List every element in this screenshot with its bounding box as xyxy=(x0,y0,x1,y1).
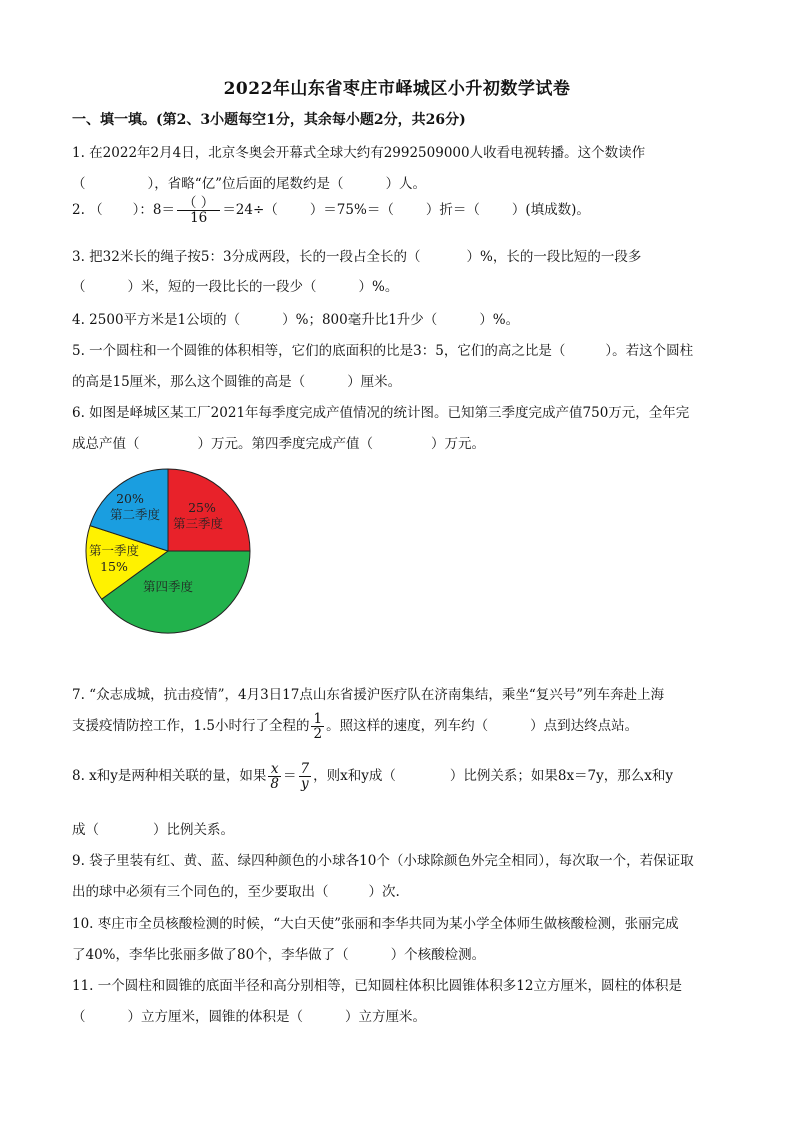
q1-text-end: ）人。 xyxy=(385,176,427,192)
q11-text-b: ）立方厘米。 xyxy=(345,1009,426,1025)
q6-line-1: 6. 如图是峄城区某工厂2021年每季度完成产值情况的统计图。已知第三季度完成产值750万元，全年完 xyxy=(72,405,690,421)
q7-text-a: 支援疫情防控工作，1.5小时行了全程的 xyxy=(72,718,310,735)
q8-text-a: 8. x和y是两种相关联的量，如果 xyxy=(72,768,267,785)
q6-text-b: ）万元。第四季度完成产值（ xyxy=(197,436,373,452)
q3-text-b: ）%，长的一段比短的一段多 xyxy=(466,249,642,265)
q6-text-c: ）万元。 xyxy=(431,436,485,452)
q2-line xyxy=(72,196,590,225)
q9-line-1: 9. 袋子里装有红、黄、蓝、绿四种颜色的小球各10个（小球除颜色外完全相同），每次取一个，若保证取 xyxy=(72,853,694,869)
pie-label-3-1: 第一季度 xyxy=(88,543,140,558)
q8-fraction-1-numerator: x xyxy=(268,762,281,777)
q11-line-1: 11. 一个圆柱和圆锥的底面半径和高分别相等，已知圆柱体积比圆锥体积多12立方厘米，圆柱的体积是 xyxy=(72,978,682,994)
q2-text-c: ＝24÷（ xyxy=(222,202,278,219)
q11-text-a: ）立方厘米，圆锥的体积是（ xyxy=(127,1009,303,1025)
q10-text-b: ）个核酸检测。 xyxy=(390,947,486,963)
q11-paren-open: （ xyxy=(72,1009,86,1025)
q7-text-b: 。照这样的速度，列车约（ xyxy=(326,718,489,735)
q7-line-2 xyxy=(72,712,638,741)
pie-label-3-2: 15% xyxy=(100,559,128,574)
pie-label-4-1: 20% xyxy=(116,491,144,506)
q2-fraction-denominator: 16 xyxy=(190,210,208,227)
pie-label-1-2: 第三季度 xyxy=(172,516,224,531)
q2-text-a: 2. （ xyxy=(72,202,103,219)
q10-text-a: 了40%，李华比张丽多做了80个，李华做了（ xyxy=(72,947,349,963)
q2-fraction xyxy=(177,196,220,225)
q8-text-d: 成（ xyxy=(72,822,99,838)
q3-text-a: 3. 把32米长的绳子按5：3分成两段，长的一段占全长的（ xyxy=(72,249,421,265)
q9-text-b: ）次. xyxy=(368,884,400,900)
q8-text-c: ）比例关系；如果8x＝7y，那么x和y xyxy=(449,768,674,785)
q3-line-1 xyxy=(72,245,641,265)
q2-text-f: ）(填成数)。 xyxy=(511,202,590,219)
q2-text-d: ）＝75%＝（ xyxy=(309,202,394,219)
q4-text-a: 4. 2500平方米是1公顷的（ xyxy=(72,312,241,328)
q5-line-2 xyxy=(72,370,401,390)
q8-fraction-2-denominator: y xyxy=(300,776,309,793)
quarterly-output-pie-chart xyxy=(80,463,256,639)
pie-label-1-1: 25% xyxy=(188,500,216,515)
q10-line-2 xyxy=(72,943,485,963)
q9-text-a: 出的球中必须有三个同色的，至少要取出（ xyxy=(72,884,329,900)
q5-text-d: ）厘米。 xyxy=(347,374,402,390)
q1-line-1: 1. 在2022年2月4日，北京冬奥会开幕式全球大约有2992509000人收看电视转播。这个数读作 xyxy=(72,145,646,161)
q8-text-b: ，则x和y成（ xyxy=(313,768,396,785)
page-title: 2022年山东省枣庄市峄城区小升初数学试卷 xyxy=(223,79,571,99)
q7-text-c: ）点到达终点站。 xyxy=(530,718,639,735)
q1-paren-open: （ xyxy=(72,176,86,192)
q5-text-c: 的高是15厘米，那么这个圆锥的高是（ xyxy=(72,374,306,390)
q7-fraction-numerator: 1 xyxy=(313,711,323,727)
q11-line-2 xyxy=(72,1005,426,1025)
section-heading: 一、填一填。(第2、3小题每空1分，其余每小题2分，共26分) xyxy=(72,112,466,128)
q3-line-2 xyxy=(72,275,398,295)
q9-line-2 xyxy=(72,880,400,900)
q3-text-d: ）%。 xyxy=(358,279,399,295)
q3-paren-open: （ xyxy=(72,279,86,295)
pie-label-2-1: 第四季度 xyxy=(142,579,194,594)
q5-text-a: 5. 一个圆柱和一个圆锥的体积相等，它们的底面积的比是3：5，它们的高之比是（ xyxy=(72,343,566,359)
q2-text-e: ）折＝（ xyxy=(425,202,480,219)
q10-line-1: 10. 枣庄市全员核酸检测的时候，“大白天使”张丽和李华共同为某小学全体师生做核酸检测，张丽完成 xyxy=(72,916,679,932)
q4-text-b: ）%；800毫升比1升少（ xyxy=(282,312,438,328)
q4-line xyxy=(72,308,519,328)
q2-text-b: ）：8＝ xyxy=(132,202,176,219)
q4-text-c: ）%。 xyxy=(479,312,520,328)
q6-text-a: 成总产值（ xyxy=(72,436,140,452)
q7-fraction-denominator: 2 xyxy=(313,726,323,743)
q5-line-1 xyxy=(72,339,693,359)
q8-equals: ＝ xyxy=(283,768,297,785)
q7-fraction xyxy=(311,712,324,741)
q1-text: ），省略“亿”位后面的尾数约是（ xyxy=(147,176,344,192)
q8-fraction-2 xyxy=(299,762,312,791)
q8-line-2 xyxy=(72,818,234,838)
q2-fraction-numerator[interactable]: （ ） xyxy=(177,196,220,211)
q6-line-2 xyxy=(72,432,485,452)
q7-line-1: 7. “众志成城，抗击疫情”，4月3日17点山东省援沪医疗队在济南集结，乘坐“复兴号”列车奔赴上海 xyxy=(72,687,665,703)
q1-line-2 xyxy=(72,172,426,192)
q8-fraction-2-numerator: 7 xyxy=(300,761,310,777)
q8-fraction-1 xyxy=(268,762,281,791)
q8-line-1 xyxy=(72,762,673,791)
q5-text-b: ）。若这个圆柱 xyxy=(605,343,694,359)
q8-text-e: ）比例关系。 xyxy=(153,822,234,838)
q3-text-c: ）米，短的一段比长的一段少（ xyxy=(127,279,317,295)
pie-label-4-2: 第二季度 xyxy=(109,507,161,522)
q8-fraction-1-denominator: 8 xyxy=(270,776,280,793)
